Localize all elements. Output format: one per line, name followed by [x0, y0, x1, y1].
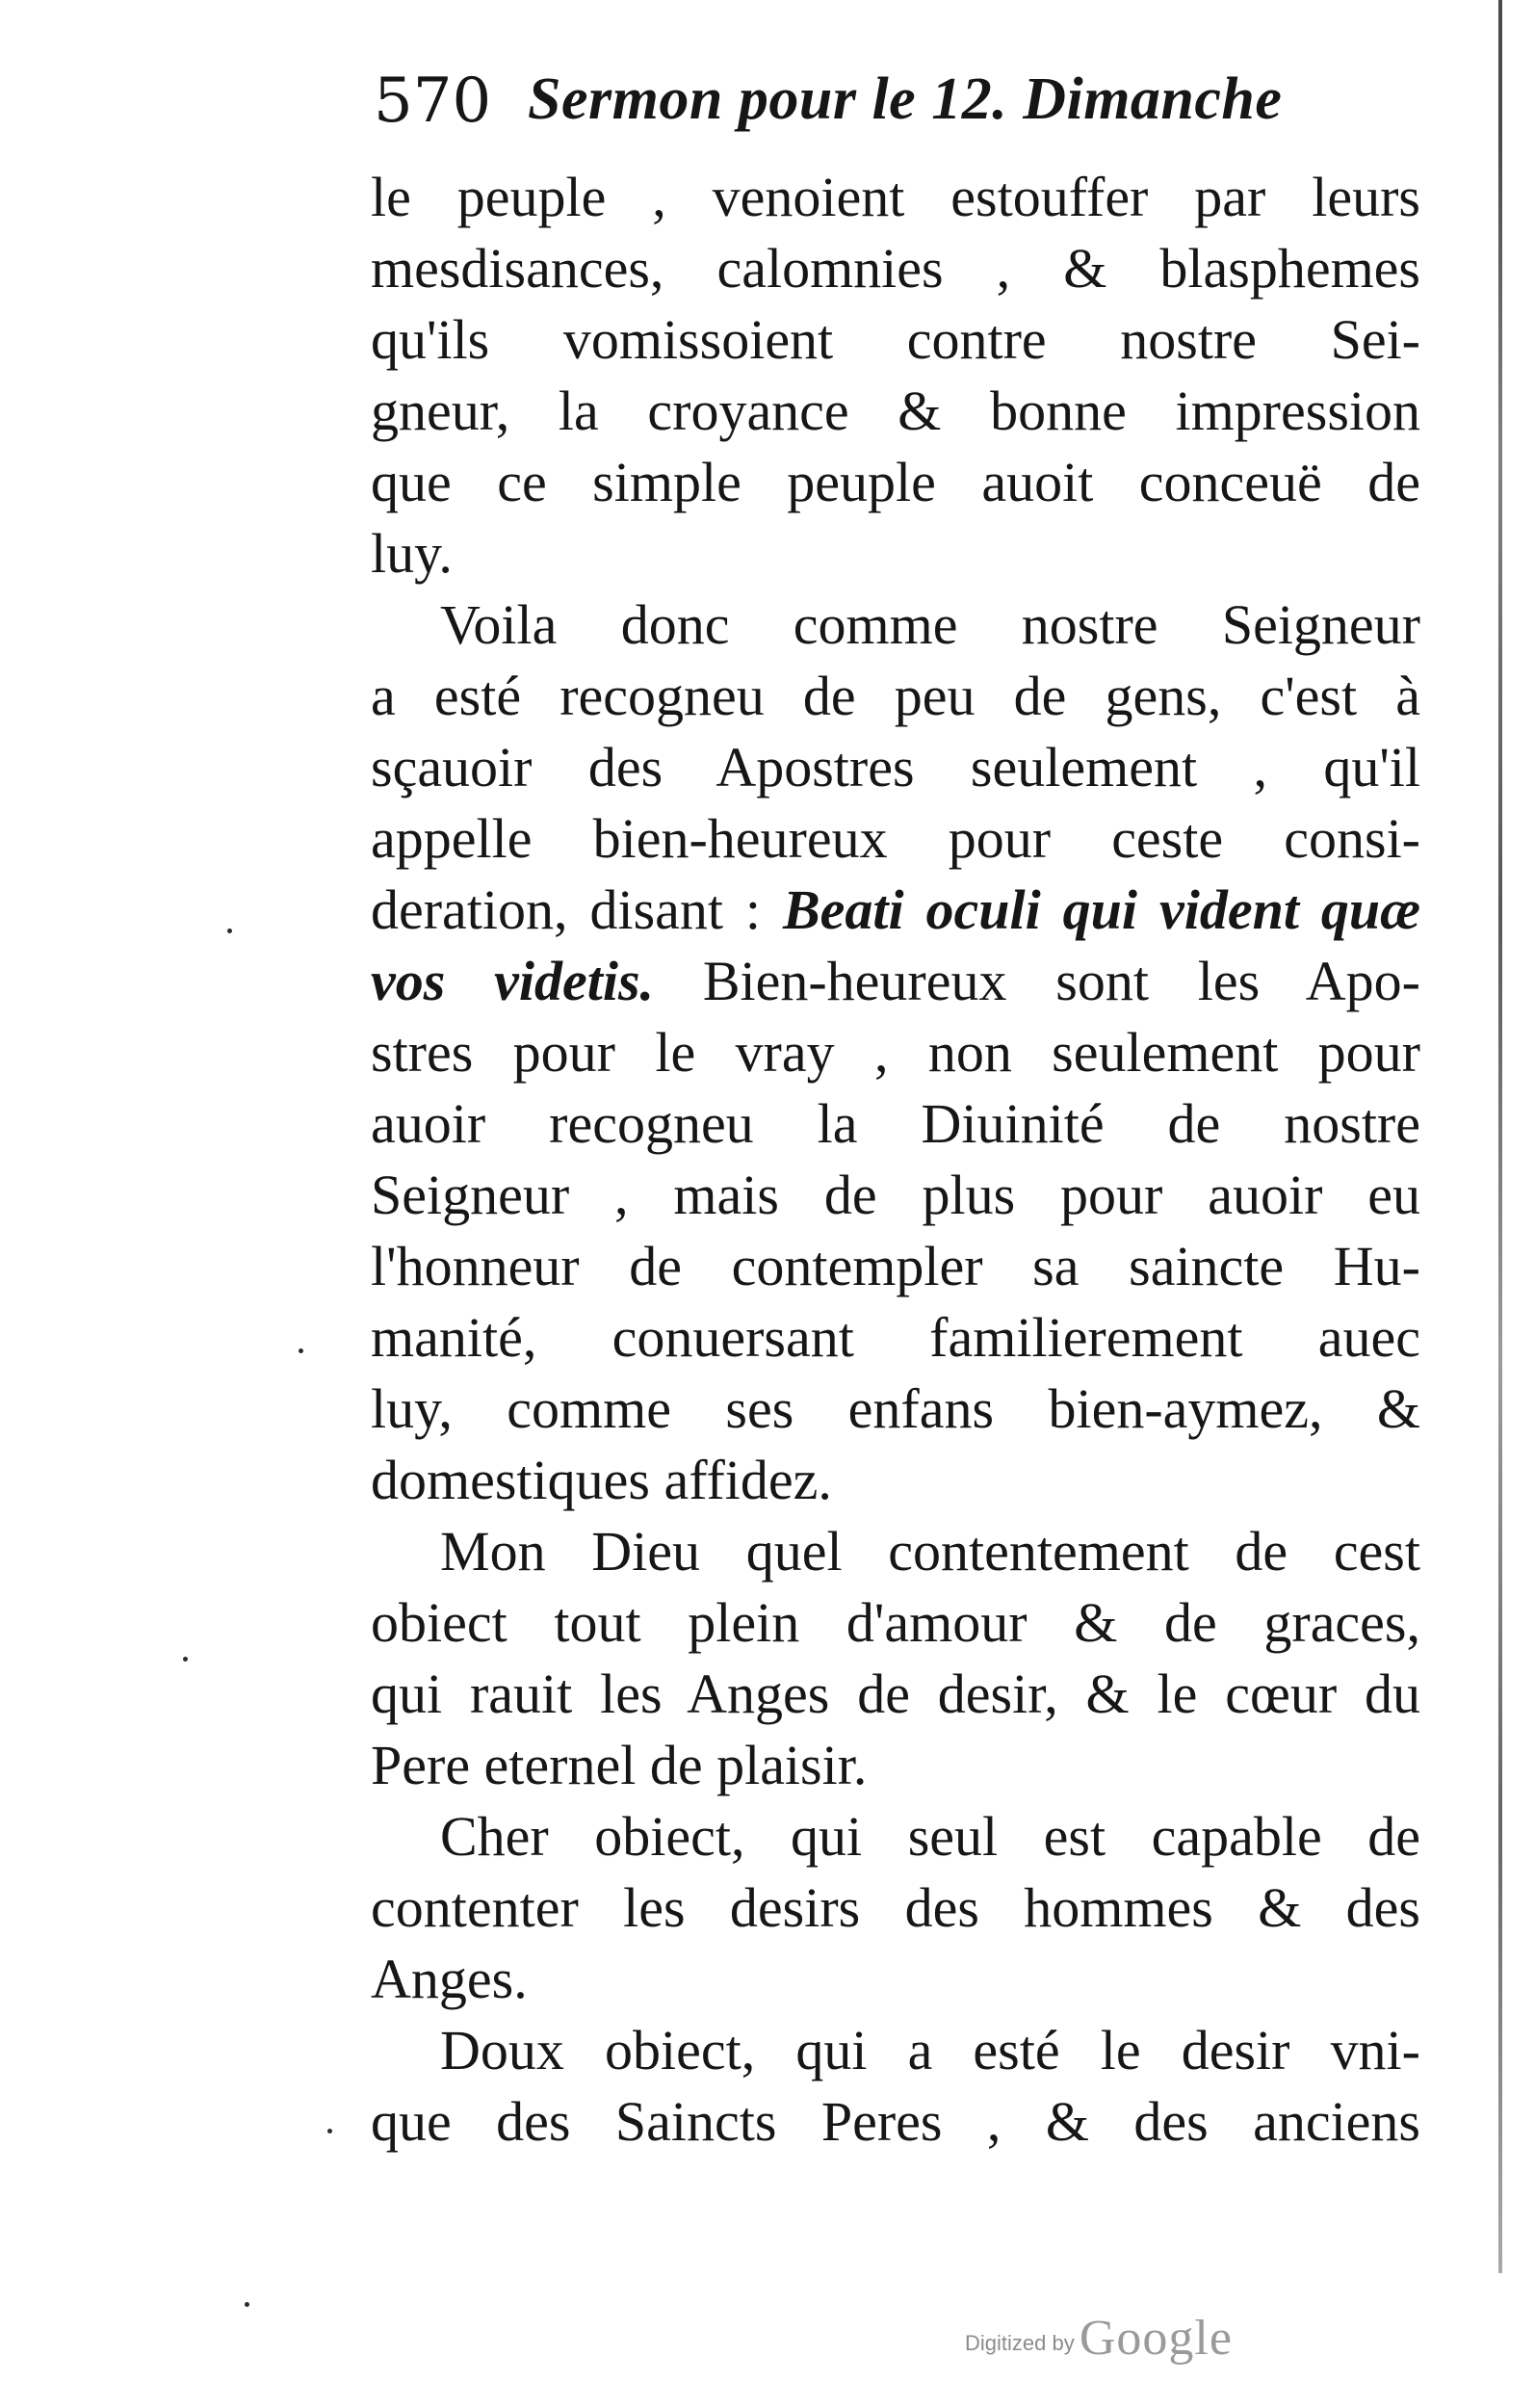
digitized-label: Digitized by: [965, 2331, 1075, 2355]
page-edge-line: [1498, 0, 1502, 2273]
text-line: luy.: [371, 522, 453, 585]
text-line: appelle bien-heureux pour ceste consi-: [371, 807, 1420, 870]
ink-speck: [299, 1348, 303, 1353]
text-line: obiect tout plein d'amour & de graces,: [371, 1591, 1420, 1654]
text-line: Pere eternel de plaisir.: [371, 1734, 868, 1796]
text-line-with-quotation: [371, 946, 1420, 1017]
text-line: qu'ils vomissoient contre nostre Sei-: [371, 308, 1420, 371]
text-line: gneur, la croyance & bonne impression: [371, 380, 1420, 442]
text-line: que des Saincts Peres , & des anciens: [371, 2090, 1420, 2153]
text-segment: Bien-heureux sont les Apo-: [702, 950, 1421, 1012]
ink-speck: [245, 2302, 249, 2307]
page-header: [374, 60, 1394, 156]
ink-speck: [183, 1657, 188, 1662]
text-line: contenter les desirs des hommes & des: [371, 1876, 1420, 1939]
running-head: Sermon pour le 12. Dimanche: [528, 66, 1283, 132]
sermon-text: [371, 162, 1420, 2158]
text-line: domestiques affidez.: [371, 1449, 832, 1511]
text-line: Seigneur , mais de plus pour auoir eu: [371, 1164, 1420, 1226]
text-line: Mon Dieu quel contentement de cest: [440, 1520, 1420, 1583]
text-line: Cher obiect, qui seul est capable de: [440, 1805, 1420, 1868]
text-line: stres pour le vray , non seulement pour: [371, 1021, 1420, 1084]
page-number: 570: [374, 65, 492, 137]
text-line: auoir recogneu la Diuinité de nostre: [371, 1092, 1420, 1155]
ink-speck: [227, 929, 232, 933]
text-line: qui rauit les Anges de desir, & le cœur du: [371, 1662, 1420, 1725]
text-line: Anges.: [371, 1948, 528, 2010]
latin-quotation: Beati oculi qui vident quæ: [782, 878, 1421, 941]
digitized-by-google: [965, 2310, 1292, 2368]
text-line: mesdisances, calomnies , & blasphemes: [371, 237, 1420, 300]
text-line: que ce simple peuple auoit conceuë de: [371, 451, 1420, 513]
text-line: Doux obiect, qui a esté le desir vni-: [440, 2019, 1420, 2081]
ink-speck: [327, 2129, 332, 2133]
text-line: le peuple , venoient estouffer par leurs: [371, 166, 1420, 228]
text-line-with-quotation: [371, 875, 1420, 946]
text-line: Voila donc comme nostre Seigneur: [440, 593, 1420, 656]
google-logo: Google: [1079, 2311, 1233, 2366]
text-line: manité, conuersant familierement auec: [371, 1306, 1420, 1369]
text-line: l'honneur de contempler sa saincte Hu-: [371, 1235, 1420, 1297]
text-line: a esté recogneu de peu de gens, c'est à: [371, 665, 1420, 727]
text-line: luy, comme ses enfans bien-aymez, &: [371, 1377, 1420, 1440]
text-line: sçauoir des Apostres seulement , qu'il: [371, 736, 1420, 798]
text-segment: deration, disant :: [371, 878, 762, 941]
latin-quotation-end: vos videtis.: [371, 950, 655, 1012]
